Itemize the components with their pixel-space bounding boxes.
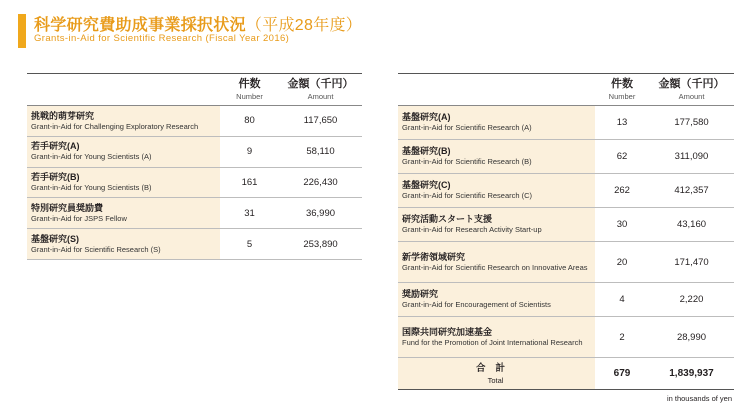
total-amount: 1,839,937 [649, 358, 734, 390]
grant-amount: 117,650 [279, 106, 362, 137]
grant-amount: 253,890 [279, 229, 362, 260]
grant-name-cell: 研究活動スタート支援 Grant-in-Aid for Research Activity Start-up [398, 208, 595, 242]
grant-amount: 36,990 [279, 198, 362, 229]
grant-name-cell: 特別研究員奨励費 Grant-in-Aid for JSPS Fellow [27, 198, 220, 229]
grant-count: 80 [220, 106, 279, 137]
table-row [27, 198, 362, 229]
total-row [398, 358, 734, 390]
table-row [27, 136, 362, 167]
grant-amount: 412,357 [649, 174, 734, 208]
grant-name-cell: 基盤研究(A) Grant-in-Aid for Scientific Research (A) [398, 106, 595, 140]
header-amount: 金額（千円） Amount [658, 78, 725, 101]
table-row [398, 317, 734, 358]
grant-name-cell: 若手研究(B) Grant-in-Aid for Young Scientists (B) [27, 167, 220, 198]
table-row [398, 174, 734, 208]
grant-name-cell: 若手研究(A) Grant-in-Aid for Young Scientists (A) [27, 136, 220, 167]
grant-amount: 226,430 [279, 167, 362, 198]
header-accent-bar [18, 14, 26, 48]
grant-name-cell: 基盤研究(B) Grant-in-Aid for Scientific Research (B) [398, 140, 595, 174]
unit-note: in thousands of yen [666, 394, 732, 403]
grant-name-cell: 基盤研究(S) Grant-in-Aid for Scientific Research (S) [27, 229, 220, 260]
grant-name-cell: 奨励研究 Grant-in-Aid for Encouragement of Scientists [398, 283, 595, 317]
grant-count: 5 [220, 229, 279, 260]
grant-count: 62 [595, 140, 649, 174]
table-row [27, 229, 362, 260]
page-subtitle: Grants-in-Aid for Scientific Research (Fiscal Year 2016) [34, 33, 290, 44]
grant-amount: 2,220 [649, 283, 734, 317]
grant-count: 4 [595, 283, 649, 317]
grant-name-cell: 新学術領域研究 Grant-in-Aid for Scientific Research on Innovative Areas [398, 242, 595, 283]
table-row [398, 140, 734, 174]
table-row [398, 242, 734, 283]
grants-table-left [27, 73, 362, 260]
header-count: 件数 Number [236, 78, 263, 101]
grant-count: 20 [595, 242, 649, 283]
header-amount: 金額（千円） Amount [287, 78, 354, 101]
total-count: 679 [595, 358, 649, 390]
grants-table-right [398, 73, 734, 390]
table-header-row [398, 74, 734, 106]
grant-amount: 311,090 [649, 140, 734, 174]
page-title-main: 科学研究費助成事業採択状況 [34, 17, 246, 34]
header-category [398, 74, 595, 106]
table-row [27, 167, 362, 198]
header-count: 件数 Number [608, 78, 636, 101]
grant-count: 161 [220, 167, 279, 198]
grant-count: 9 [220, 136, 279, 167]
grant-count: 30 [595, 208, 649, 242]
grant-amount: 177,580 [649, 106, 734, 140]
grant-name-cell: 挑戦的萌芽研究 Grant-in-Aid for Challenging Exploratory Research [27, 106, 220, 137]
grant-amount: 171,470 [649, 242, 734, 283]
grant-amount: 28,990 [649, 317, 734, 358]
grant-amount: 58,110 [279, 136, 362, 167]
page-title-year: （平成28年度） [245, 17, 363, 34]
table-header-row [27, 74, 362, 106]
page-title [34, 12, 362, 35]
grant-name-cell: 基盤研究(C) Grant-in-Aid for Scientific Research (C) [398, 174, 595, 208]
grant-amount: 43,160 [649, 208, 734, 242]
table-row [398, 106, 734, 140]
table-row [27, 106, 362, 137]
grant-count: 31 [220, 198, 279, 229]
grant-count: 262 [595, 174, 649, 208]
total-label-cell: 合計 Total [398, 358, 595, 390]
grant-name-cell: 国際共同研究加速基金 Fund for the Promotion of Joint International Research [398, 317, 595, 358]
table-row [398, 208, 734, 242]
header-category [27, 74, 220, 106]
grant-count: 13 [595, 106, 649, 140]
grant-count: 2 [595, 317, 649, 358]
table-row [398, 283, 734, 317]
